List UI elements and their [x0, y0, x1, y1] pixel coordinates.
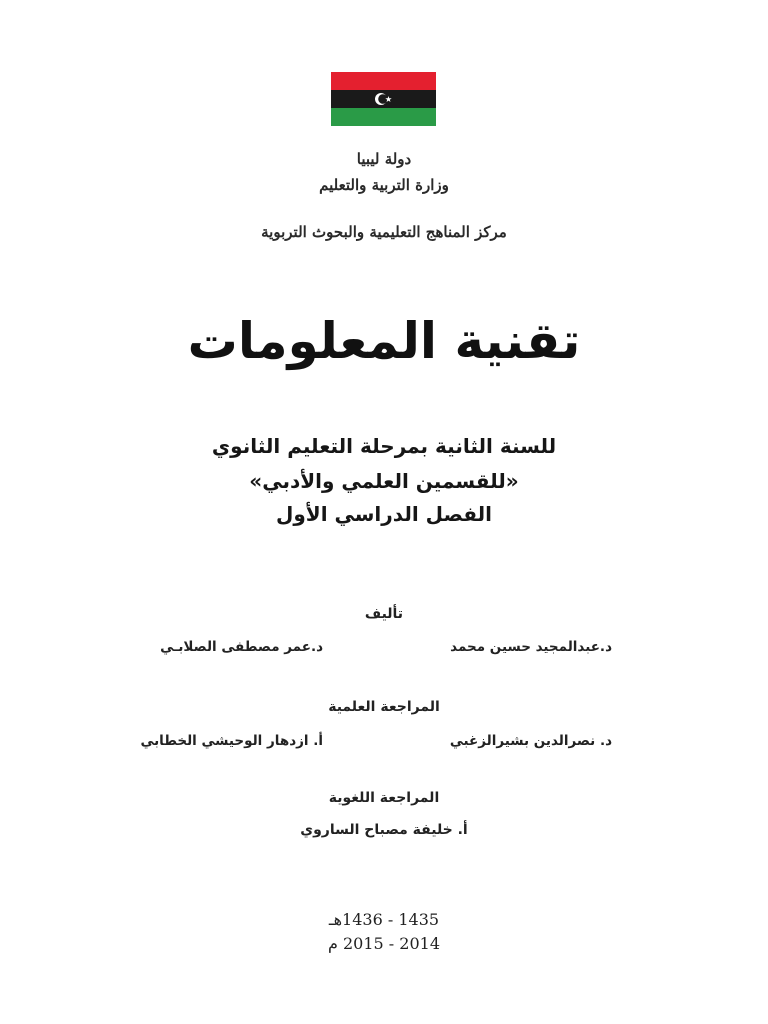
libya-flag — [331, 72, 436, 126]
issuer-ministry: وزارة التربية والتعليم — [319, 176, 449, 194]
issuer-state: دولة ليبيا — [356, 150, 412, 168]
crescent-star-icon — [331, 72, 436, 126]
linguistic-review-heading: المراجعة اللغوية — [328, 790, 440, 806]
book-title: تقنية المعلومات — [187, 312, 581, 370]
subtitle-grade: للسنة الثانية بمرحلة التعليم الثانوي — [211, 434, 557, 458]
authors-heading: تأليف — [364, 606, 404, 622]
author-left: د.عمر مصطفى الصلابـي — [160, 639, 323, 655]
author-right: د.عبدالمجيد حسين محمد — [450, 639, 612, 655]
scientific-reviewer-left: أ. ازدهار الوحيشي الخطابي — [140, 733, 323, 749]
scientific-review-heading: المراجعة العلمية — [328, 699, 440, 715]
subtitle-semester: الفصل الدراسي الأول — [276, 502, 492, 526]
linguistic-reviewer: أ. خليفة مصباح الساروي — [300, 822, 468, 838]
date-gregorian: 2014 - 2015 م — [327, 934, 440, 953]
date-hijri: 1435 - 1436هـ — [328, 910, 440, 929]
scientific-reviewer-right: د. نصرالدين بشيرالزغبي — [449, 733, 612, 749]
subtitle-sections: «للقسمين العلمي والأدبي» — [249, 469, 519, 493]
issuer-center: مركز المناهج التعليمية والبحوث التربوية — [261, 223, 507, 241]
